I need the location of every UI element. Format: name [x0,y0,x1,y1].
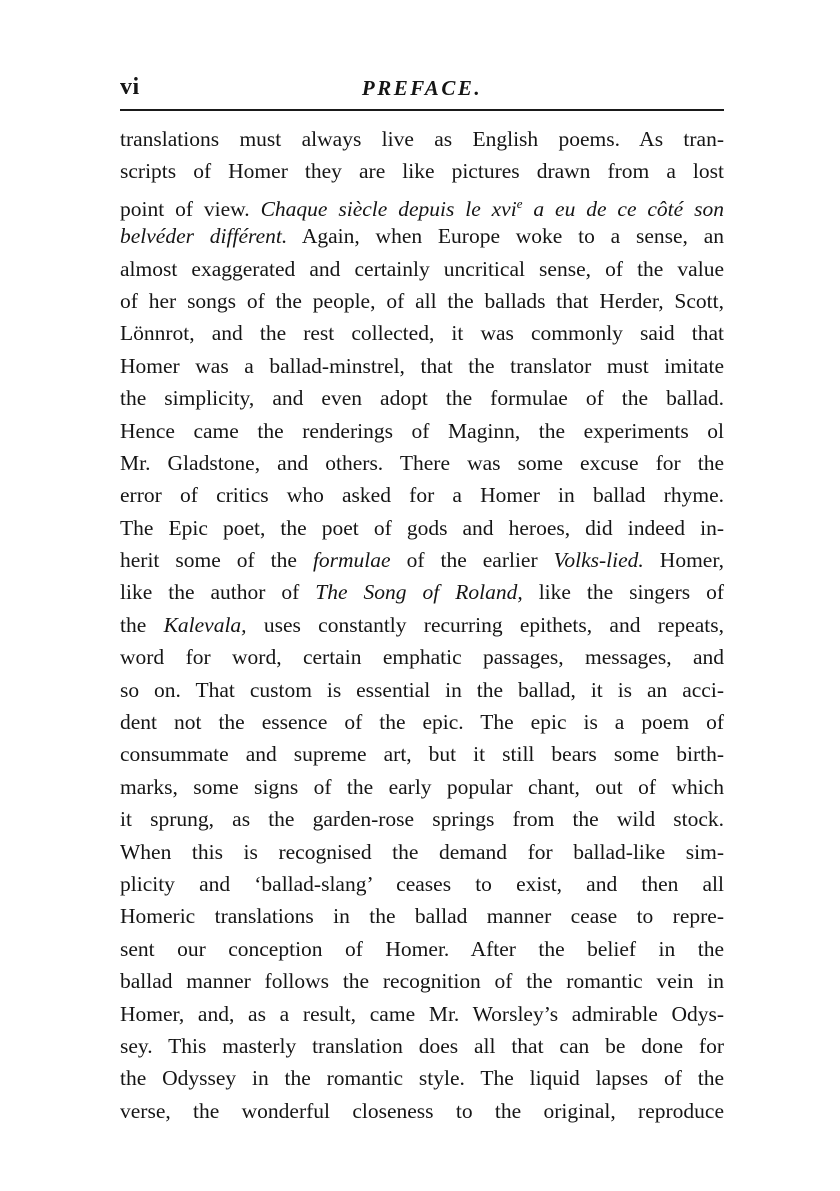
superscript: e [516,195,523,211]
text-line: marks, some signs of the early popular chant, out of which [120,774,724,799]
text-line: plicity and ‘ballad-slang’ ceases to exist, and then all [120,871,724,896]
text-line: Mr. Gladstone, and others. There was some excuse for the [120,450,724,475]
text-line: Homer was a ballad-minstrel, that the translator must imitate [120,353,724,378]
running-title: PREFACE. [361,76,483,100]
text-line: of her songs of the people, of all the ballads that Herder, Scott, [120,288,724,313]
text-line: herit some of the formulae of the earlier Volks-lied. Homer, [120,548,725,573]
italic-phrase: a eu de ce côté son [522,196,724,221]
italic-phrase: Kalevala, [163,612,247,637]
text-line: Hence came the renderings of Maginn, the experiments ol [120,418,724,443]
page-header [120,74,724,106]
text-line: translations must always live as English poems. As tran- [120,127,724,151]
text-line: point of view. Chaque siècle depuis le xvi$^e$ a eu de ce côté son [120,195,724,221]
body-text [120,123,724,1127]
text-line: sey. This masterly translation does all that can be done for [120,1033,724,1058]
italic-phrase: Chaque siècle depuis le xvi [260,196,517,221]
text-line: Homeric translations in the ballad manner cease to repre- [120,904,724,929]
italic-phrase: The Song of Roland, [315,580,523,605]
text-line: so on. That custom is essential in the ballad, it is an acci- [120,677,724,702]
page-number: vi [120,74,140,100]
text-line: The Epic poet, the poet of gods and heroes, did indeed in- [120,515,724,540]
text-line: Lönnrot, and the rest collected, it was commonly said that [120,321,724,346]
text-line: verse, the wonderful closeness to the original, reproduce [120,1098,724,1123]
text-line: ballad manner follows the recognition of the romantic vein in [120,969,724,994]
italic-phrase: belvéder différent. [120,224,288,249]
text-line: it sprung, as the garden-rose springs from the wild stock. [120,807,724,832]
text-line: belvéder différent. Again, when Europe woke to a sense, an [120,224,724,249]
text-line: error of critics who asked for a Homer in ballad rhyme. [120,483,724,508]
text-line: the Odyssey in the romantic style. The liquid lapses of the [120,1066,724,1091]
text-line: Homer, and, as a result, came Mr. Worsley’s admirable Odys- [120,1001,724,1026]
text-line: When this is recognised the demand for ballad-like sim- [120,839,724,864]
text-line: like the author of The Song of Roland, like the singers of [120,580,724,605]
text-line: scripts of Homer they are like pictures drawn from a lost [120,159,724,184]
italic-phrase: formulae [312,548,391,573]
text-line: sent our conception of Homer. After the belief in the [120,936,724,961]
text-line: the simplicity, and even adopt the formulae of the ballad. [120,386,724,411]
text-line: consummate and supreme art, but it still bears some birth- [120,742,724,767]
header-rule [120,109,724,111]
text-line: the Kalevala, uses constantly recurring epithets, and repeats, [120,612,724,637]
text-line: word for word, certain emphatic passages, messages, and [120,645,724,670]
text-line: dent not the essence of the epic. The epic is a poem of [120,710,724,735]
text-line: almost exaggerated and certainly uncritical sense, of the value [120,256,724,281]
italic-phrase: Volks-lied. [553,548,644,573]
